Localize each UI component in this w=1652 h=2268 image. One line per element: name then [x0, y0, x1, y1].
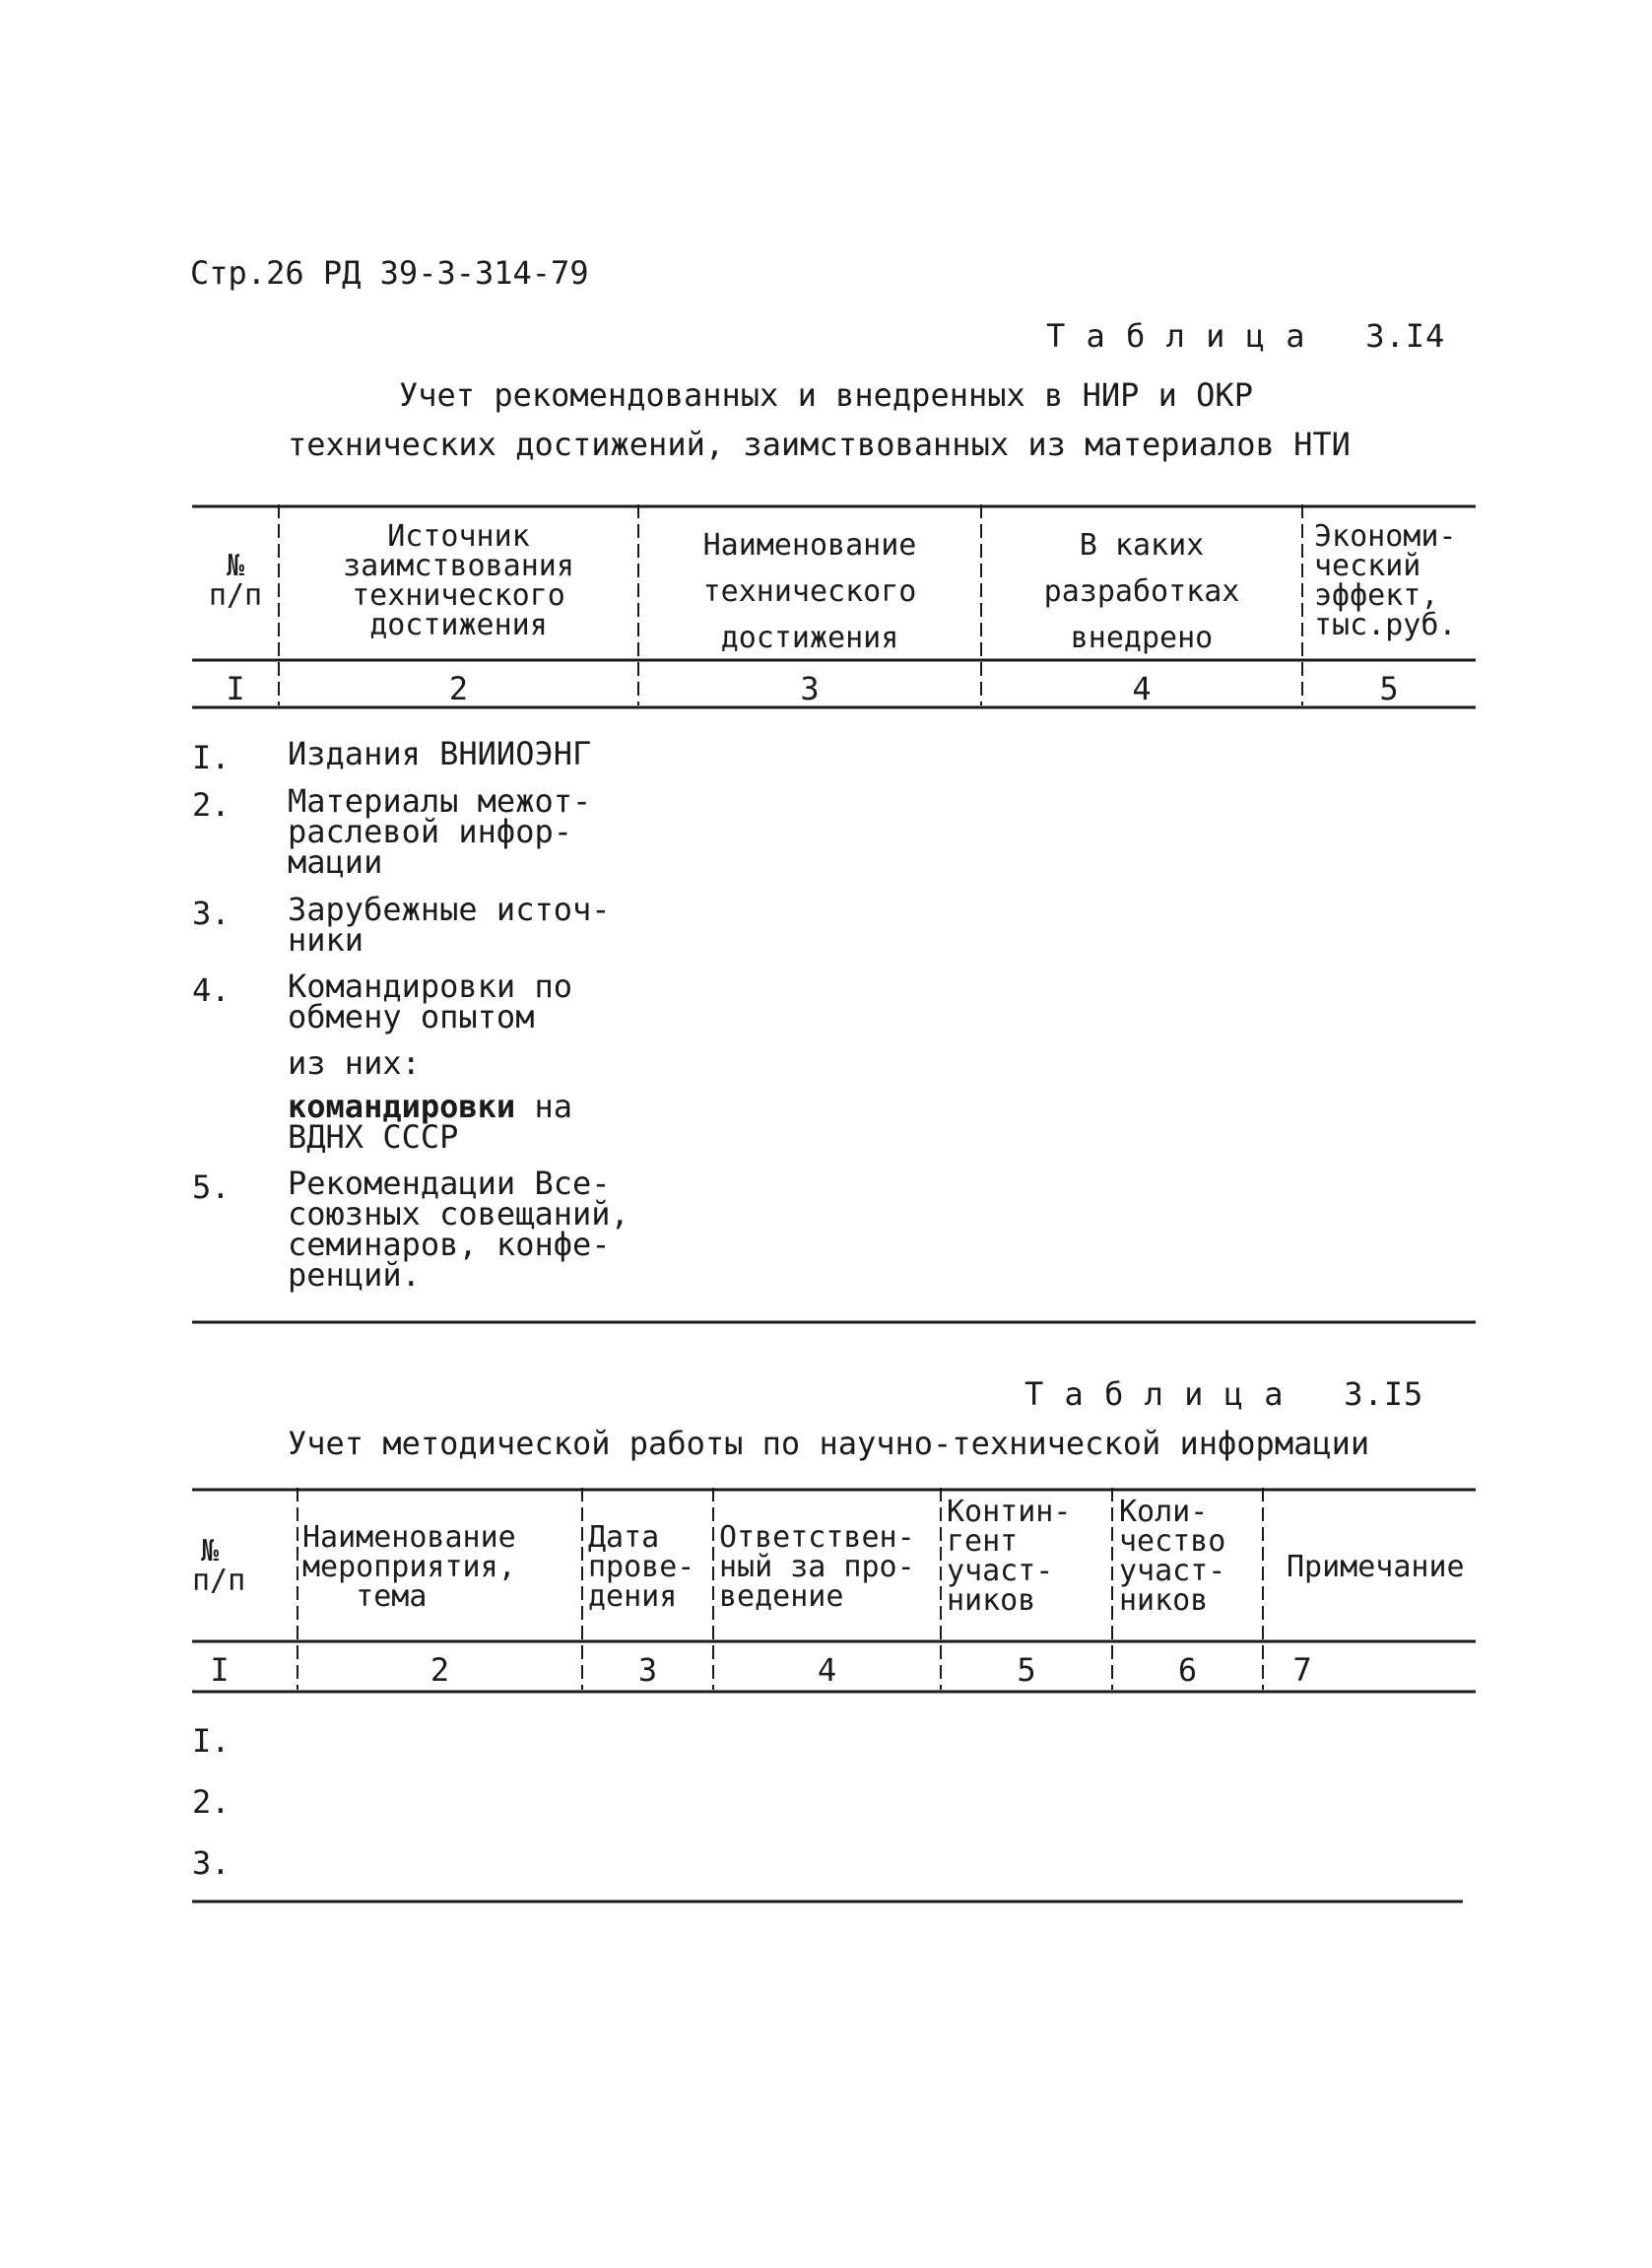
table-3-14-label: Т а б л и ц а 3.I4 — [1046, 317, 1446, 355]
t1-header-source: Источник заимствования технического достижения — [343, 519, 574, 642]
t2-header-num: № п/п — [192, 1534, 246, 1598]
t1-colnum-5: 5 — [1379, 670, 1399, 707]
t2-header-note: Примечание — [1287, 1550, 1465, 1584]
t1-row-2-text: Материалы межот- раслевой инфор- мации — [288, 782, 592, 881]
t1-row-5-num: 5. — [192, 1168, 231, 1206]
table-3-15-title: Учет методической работы по научно-технической информации — [288, 1425, 1370, 1462]
t1-colnum-2: 2 — [448, 670, 469, 707]
t2-header-contingent: Контин- гент участ- ников — [947, 1495, 1072, 1618]
t1-header-where: В каких разработках внедрено — [1043, 528, 1240, 655]
t1-header-effect: Экономи- ческий эффект, тыс.руб. — [1314, 519, 1457, 642]
t2-colnum-1: I — [210, 1651, 230, 1689]
t2-header-responsible: Ответствен- ный за про- ведение — [719, 1520, 915, 1614]
t2-colnum-6: 6 — [1177, 1651, 1198, 1689]
t1-colnum-3: 3 — [800, 670, 820, 707]
t1-header-name: Наименование технического достижения — [702, 528, 917, 655]
t1-row-4-text: Командировки по обмену опытом — [288, 967, 572, 1035]
t1-row-3-text: Зарубежные источ- ники — [288, 891, 611, 959]
table-3-14-title-line1: Учет рекомендованных и внедренных в НИР и ОКР — [399, 376, 1253, 414]
t2-row-2-num: 2. — [192, 1783, 231, 1821]
t1-row-4-subhead: из них: — [288, 1044, 421, 1082]
t1-row-2-num: 2. — [192, 786, 231, 824]
t2-header-date: Дата прове- дения — [588, 1520, 695, 1614]
t2-colnum-5: 5 — [1017, 1651, 1036, 1689]
t2-colnum-4: 4 — [817, 1651, 837, 1689]
table-3-14-title-line2: технических достижений, заимствованных из материалов НТИ — [288, 426, 1351, 463]
t1-row-1-text: Издания ВНИИОЭНГ — [288, 735, 592, 772]
t1-row-4-sub-bold: командировки — [288, 1088, 516, 1125]
t2-row-1-num: I. — [192, 1722, 231, 1760]
t2-row-3-num: 3. — [192, 1844, 231, 1882]
table-3-15-label: Т а б л и ц а 3.I5 — [1024, 1375, 1424, 1413]
t2-colnum-2: 2 — [430, 1651, 450, 1689]
t1-row-5-text: Рекомендации Все- союзных совещаний, семинаров, конфе- ренций. — [288, 1165, 629, 1294]
t2-colnum-3: 3 — [637, 1651, 658, 1689]
t2-header-count: Коли- чество участ- ников — [1119, 1495, 1226, 1618]
t1-row-4-sub-text — [288, 1088, 572, 1156]
t2-colnum-7: 7 — [1292, 1651, 1312, 1689]
page-header: Стр.26 РД 39-3-314-79 — [190, 254, 589, 292]
t1-row-4-num: 4. — [192, 971, 231, 1009]
t1-row-1-num: I. — [192, 739, 231, 776]
t1-row-4-sub-rest: на ВДНХ СССР — [288, 1088, 572, 1156]
t2-header-event: Наименование мероприятия, тема — [302, 1520, 516, 1614]
t1-colnum-1: I — [226, 670, 245, 707]
t1-colnum-4: 4 — [1132, 670, 1152, 707]
t1-row-3-num: 3. — [192, 895, 231, 932]
t1-header-num: № п/п — [208, 549, 263, 613]
